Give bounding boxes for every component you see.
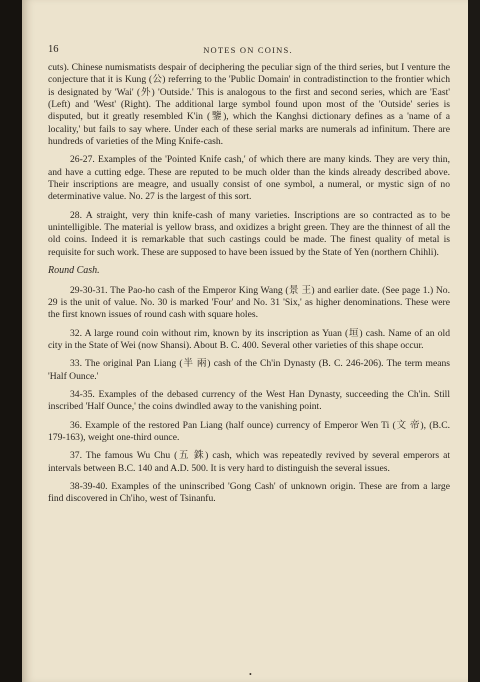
paragraph-38-40: 38-39-40. Examples of the uninscribed 'Gong Cash' of unknown origin. These are from a large find discovered in Ch'iho, west of Tsinanfu. [48,480,450,505]
footer-mark: • [249,670,252,679]
paragraph-33: 33. The original Pan Liang (半 兩) cash of the Ch'in Dynasty (B. C. 246-206). The term means 'Half Ounce.' [48,358,450,382]
paragraph-28: 28. A straight, very thin knife-cash of many varieties. Inscriptions are so contracted as to be unintelligible. The material is yellow brass, and oxidizes a bright green. They are the thinnest of all the old coins. Indeed it is remarkable that such castings could be made. The finest quality of metal is requisite for such work. These are supposed to have been issued by the State of Yen (northern Chihli). [48,209,450,258]
body-text [48,62,450,512]
paragraph-37: 37. The famous Wu Chu (五 銖) cash, which was repeatedly revived by several emperors at intervals between B.C. 140 and A.D. 500. It is very hard to distinguish the several issues. [48,450,450,474]
section-heading: Round Cash. [48,265,100,277]
paragraph-36: 36. Example of the restored Pan Liang (half ounce) currency of Emperor Wen Ti (文 帝), (B.C. 179-163), weight one-third ounce. [48,419,450,443]
paragraph-34-35: 34-35. Examples of the debased currency of the West Han Dynasty, succeeding the Ch'in. Still inscribed 'Half Ounce,' the coins dwindled away to the vanishing point. [48,388,450,413]
paragraph-continued: cuts). Chinese numismatists despair of deciphering the peculiar sign of the third series, but I venture the conjecture that it is Kung (公) referring to the 'Public Domain' in contradistinction to the frontier which is designated by 'Wai' (外) 'Outside.' This is analogous to the first and second series, which are 'East' (Left) and 'West' (Right). The additional large symbol found upon most of the 'Outside' series is disputed, but it greatly resembled K'in (鑒), which the Kanghsi dictionary defines as a 'name of a locality,' but fails to say where. Under each of these serial marks are numerals ad infinitum. There are hundreds of varieties of the Ming Knife-cash. [48,62,450,148]
page-edge [468,0,480,682]
page-header [48,44,448,58]
paragraph-29-31: 29-30-31. The Pao-ho cash of the Emperor King Wang (景 王) and earlier date. (See page 1.) No. 29 is the unit of value. No. 30 is marked 'Four' and No. 31 'Six,' as higher denominations. These were the first known issues of round cash with square holes. [48,284,450,321]
paragraph-32: 32. A large round coin without rim, known by its inscription as Yuan (垣) cash. Name of an old city in the State of Wei (now Shansi). About B. C. 400. Several other varieties of this shape occur. [48,327,450,351]
book-page [22,0,468,682]
page-number: 16 [48,44,59,55]
running-title: NOTES ON COINS. [203,45,293,55]
paragraph-26-27: 26-27. Examples of the 'Pointed Knife cash,' of which there are many kinds. They are very thin, and have a cutting edge. These are reputed to be much older than the kinds already described above. Their inscriptions are meagre, and usually consist of one symbol, a numeral, or mystic sign of no determinative value. No. 27 is the largest of this sort. [48,154,450,203]
